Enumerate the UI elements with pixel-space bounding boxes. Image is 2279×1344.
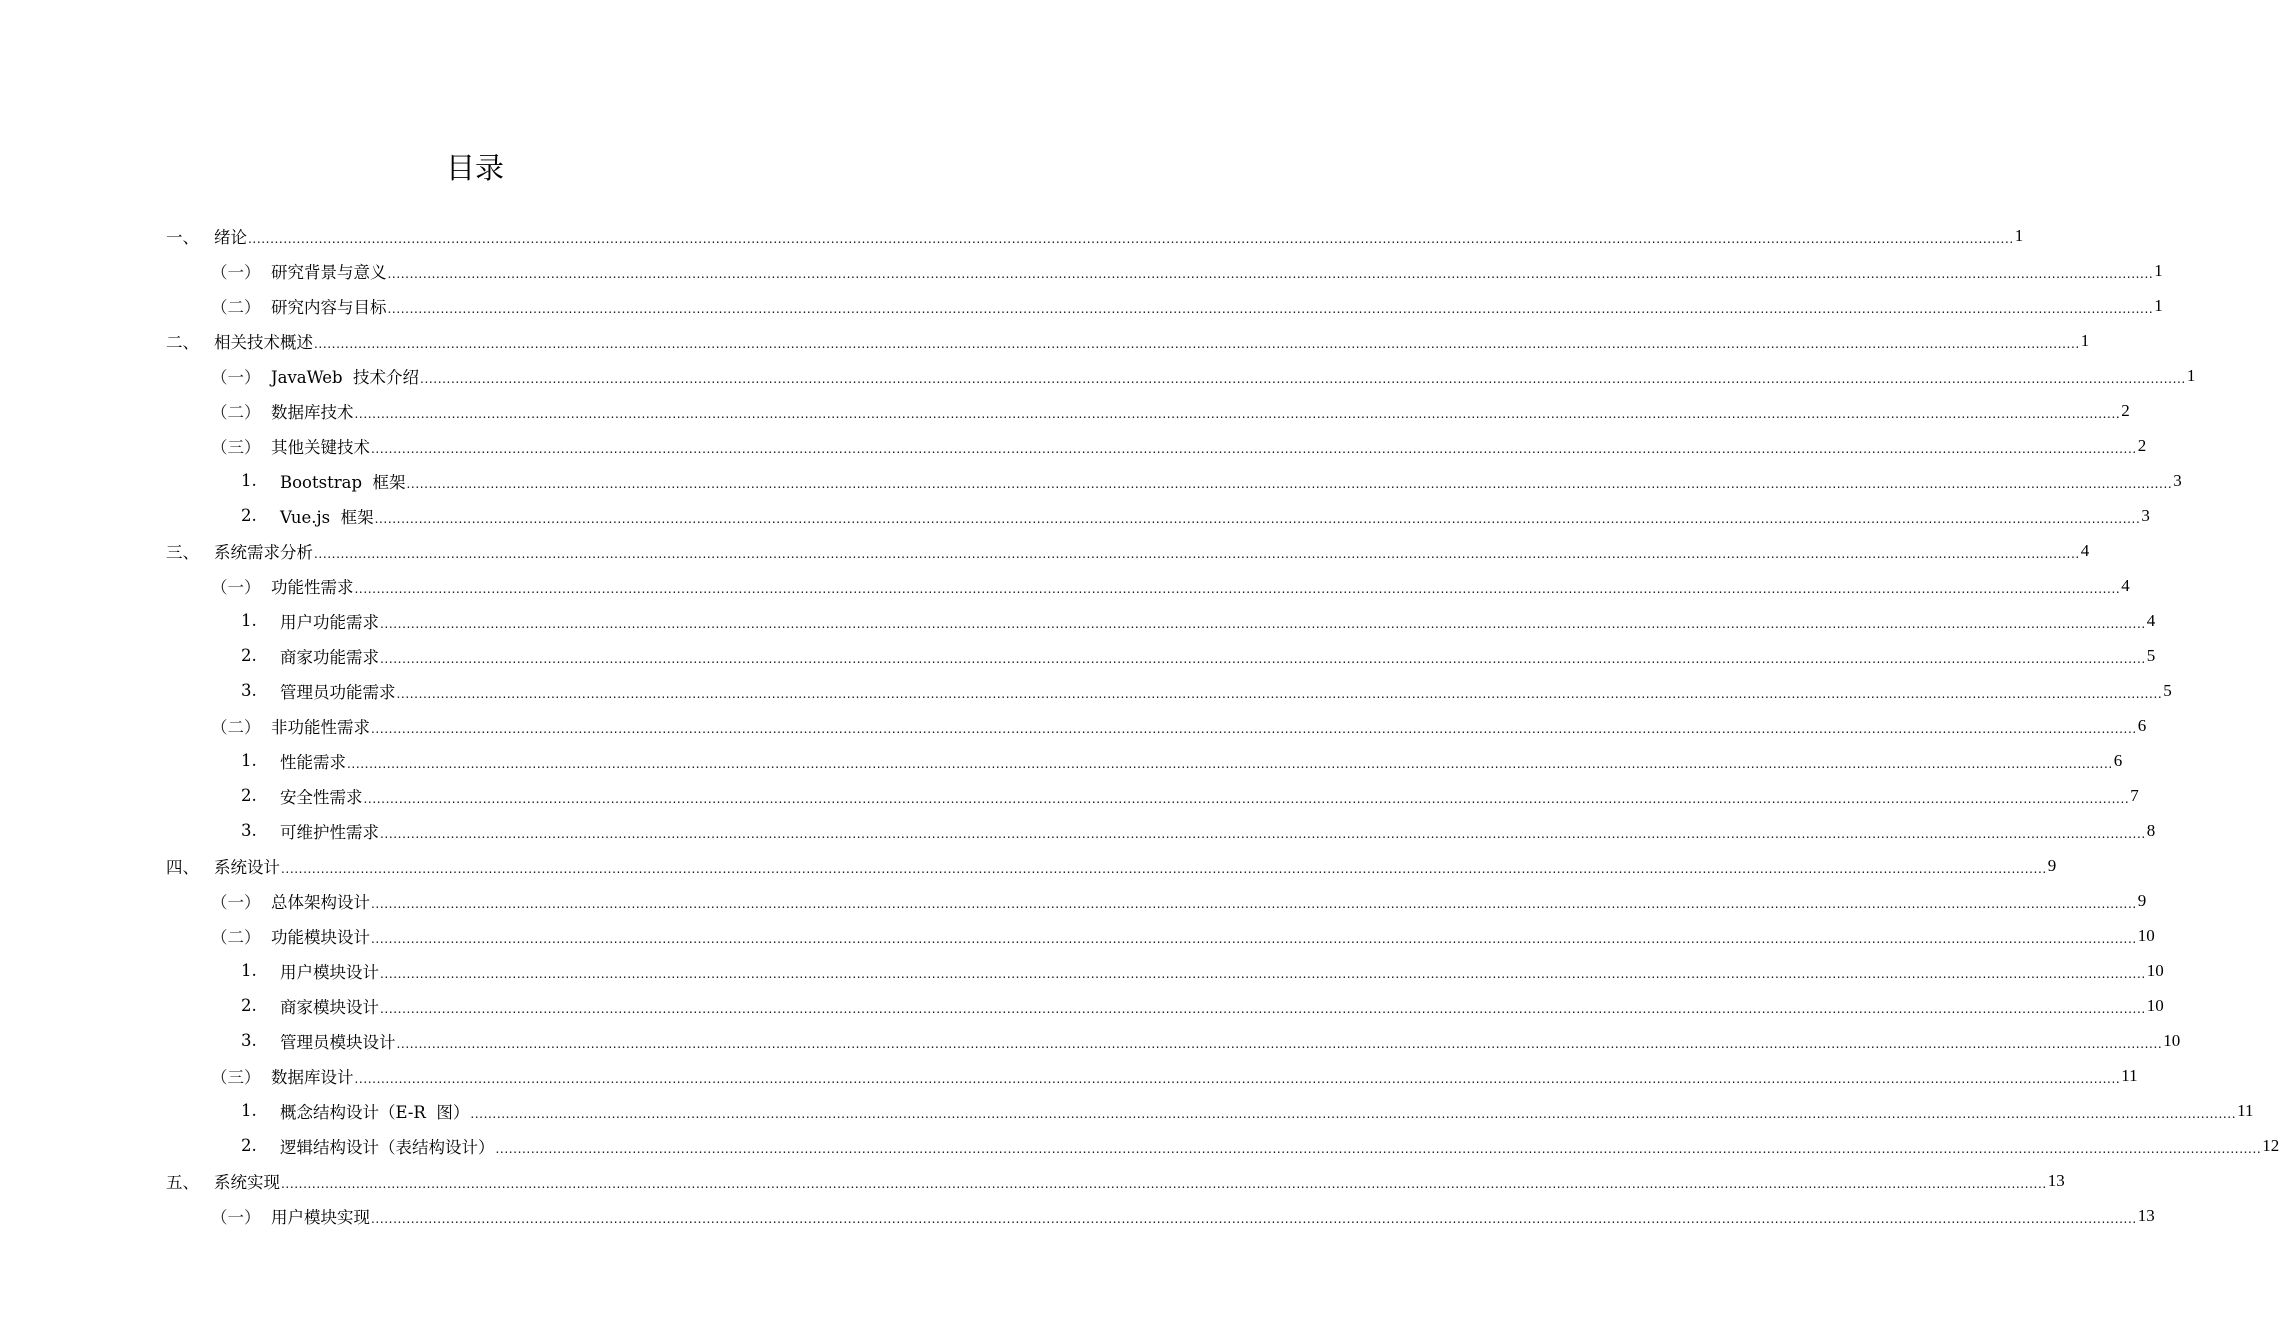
toc-entry-page-number: 10	[2146, 960, 2164, 980]
dot-leader: ................................................................................................................................................................................................................................................................................................................................................................................................................	[248, 232, 2014, 246]
toc-entry-page-number: 13	[2137, 1205, 2155, 1225]
toc-entry-page-number: 4	[2146, 610, 2156, 630]
dot-leader: ................................................................................................................................................................................................................................................................................................................................................................................................................	[371, 722, 2137, 736]
toc-entry[interactable]	[0, 1023, 2181, 1058]
toc-entry-page-number: 5	[2163, 680, 2172, 700]
toc-entry-title: Bootstrap 框架	[280, 472, 406, 492]
toc-entry[interactable]	[0, 1093, 2254, 1128]
toc-entry-number: 二、	[166, 332, 199, 352]
toc-entry-page-number: 2	[2121, 400, 2130, 420]
toc-entry-number: 2.	[241, 506, 257, 525]
toc-entry-number: 1.	[241, 961, 257, 980]
toc-entry[interactable]	[0, 953, 2164, 988]
toc-entry[interactable]	[0, 918, 2155, 953]
toc-entry-page-number: 7	[2130, 785, 2139, 805]
toc-entry-page-number: 1	[2014, 225, 2024, 245]
toc-entry[interactable]	[0, 1163, 2065, 1198]
dot-leader: ................................................................................................................................................................................................................................................................................................................................................................................................................	[380, 652, 2146, 666]
dot-leader: ................................................................................................................................................................................................................................................................................................................................................................................................................	[396, 687, 2163, 701]
toc-entry-number: （一）	[211, 1207, 261, 1227]
toc-entry[interactable]	[0, 463, 2182, 498]
dot-leader: ................................................................................................................................................................................................................................................................................................................................................................................................................	[380, 967, 2146, 981]
toc-entry[interactable]	[0, 778, 2139, 813]
toc-entry-title: 用户模块实现	[271, 1207, 370, 1227]
dot-leader: ................................................................................................................................................................................................................................................................................................................................................................................................................	[281, 1177, 2047, 1191]
toc-entry-number: 2.	[241, 996, 257, 1015]
dot-leader: ................................................................................................................................................................................................................................................................................................................................................................................................................	[314, 547, 2080, 561]
toc-entry[interactable]	[0, 1058, 2138, 1093]
toc-entry-title: 研究背景与意义	[271, 262, 387, 282]
toc-entry-title: 概念结构设计（E-R 图）	[280, 1102, 470, 1122]
toc-entry-number: （二）	[211, 297, 261, 317]
toc-entry-page-number: 11	[2121, 1065, 2138, 1085]
toc-entry[interactable]	[0, 673, 2172, 708]
toc-entry-page-number: 1	[2186, 365, 2196, 385]
toc-entry-title: 商家模块设计	[280, 997, 379, 1017]
toc-entry[interactable]	[0, 498, 2150, 533]
toc-entry-number: 1.	[241, 471, 257, 490]
dot-leader: ................................................................................................................................................................................................................................................................................................................................................................................................................	[374, 512, 2141, 526]
toc-entry[interactable]	[0, 1128, 2279, 1163]
toc-entry[interactable]	[0, 428, 2147, 463]
dot-leader: ................................................................................................................................................................................................................................................................................................................................................................................................................	[371, 442, 2137, 456]
toc-entry-title: 系统设计	[214, 857, 280, 877]
toc-entry-page-number: 6	[2113, 750, 2123, 770]
toc-entry-number: （一）	[211, 577, 261, 597]
toc-entry-page-number: 5	[2146, 645, 2156, 665]
toc-title: 目录	[445, 151, 504, 185]
toc-entry-number: 2.	[241, 1136, 257, 1155]
toc-entry-page-number: 1	[2080, 330, 2090, 350]
toc-entry-page-number: 10	[2163, 1030, 2181, 1050]
toc-entry-number: （三）	[211, 1067, 261, 1087]
toc-entry-page-number: 2	[2137, 435, 2147, 455]
toc-entry[interactable]	[0, 603, 2156, 638]
dot-leader: ................................................................................................................................................................................................................................................................................................................................................................................................................	[363, 792, 2130, 806]
toc-entry-title: 管理员模块设计	[280, 1032, 396, 1052]
toc-entry-title: 数据库设计	[271, 1067, 354, 1087]
toc-entry-title: 管理员功能需求	[280, 682, 396, 702]
toc-entry-number: （一）	[211, 262, 261, 282]
toc-entry-title: Vue.js 框架	[280, 507, 374, 527]
toc-entry-title: 系统需求分析	[214, 542, 313, 562]
toc-entry-number: 1.	[241, 1101, 257, 1120]
toc-entry-number: （二）	[211, 717, 261, 737]
dot-leader: ................................................................................................................................................................................................................................................................................................................................................................................................................	[495, 1142, 2262, 1156]
toc-entry-page-number: 12	[2262, 1135, 2279, 1155]
toc-entry-page-number: 1	[2154, 295, 2163, 315]
toc-entry[interactable]	[0, 813, 2156, 848]
dot-leader: ................................................................................................................................................................................................................................................................................................................................................................................................................	[371, 1212, 2137, 1226]
toc-entry-title: 相关技术概述	[214, 332, 313, 352]
toc-entry-page-number: 11	[2237, 1100, 2254, 1120]
toc-entry[interactable]	[0, 883, 2147, 918]
dot-leader: ................................................................................................................................................................................................................................................................................................................................................................................................................	[347, 757, 2113, 771]
toc-entry[interactable]	[0, 253, 2163, 288]
dot-leader: ................................................................................................................................................................................................................................................................................................................................................................................................................	[354, 407, 2121, 421]
toc-entry-title: 数据库技术	[271, 402, 354, 422]
toc-entry-title: 功能模块设计	[271, 927, 370, 947]
toc-entry-title: 性能需求	[280, 752, 346, 772]
dot-leader: ................................................................................................................................................................................................................................................................................................................................................................................................................	[387, 267, 2154, 281]
dot-leader: ................................................................................................................................................................................................................................................................................................................................................................................................................	[380, 1002, 2146, 1016]
toc-entry-page-number: 10	[2146, 995, 2164, 1015]
toc-entry-page-number: 10	[2137, 925, 2155, 945]
toc-entry-page-number: 6	[2137, 715, 2147, 735]
dot-leader: ................................................................................................................................................................................................................................................................................................................................................................................................................	[314, 337, 2080, 351]
toc-entry-number: 四、	[166, 857, 199, 877]
toc-entry-page-number: 13	[2047, 1170, 2065, 1190]
toc-entry-title: 功能性需求	[271, 577, 354, 597]
toc-entry-number: 一、	[166, 227, 199, 247]
dot-leader: ................................................................................................................................................................................................................................................................................................................................................................................................................	[380, 827, 2146, 841]
toc-entry-number: （二）	[211, 402, 261, 422]
toc-entry-number: （三）	[211, 437, 261, 457]
toc-entry[interactable]	[0, 638, 2156, 673]
dot-leader: ................................................................................................................................................................................................................................................................................................................................................................................................................	[354, 582, 2121, 596]
toc-entry-number: 2.	[241, 646, 257, 665]
dot-leader: ................................................................................................................................................................................................................................................................................................................................................................................................................	[371, 932, 2137, 946]
dot-leader: ................................................................................................................................................................................................................................................................................................................................................................................................................	[281, 862, 2047, 876]
toc-entry-number: 2.	[241, 786, 257, 805]
toc-entry-number: 3.	[241, 821, 257, 840]
dot-leader: ................................................................................................................................................................................................................................................................................................................................................................................................................	[406, 477, 2173, 491]
toc-entry-number: 1.	[241, 751, 257, 770]
toc-entry-number: 三、	[166, 542, 199, 562]
dot-leader: ................................................................................................................................................................................................................................................................................................................................................................................................................	[380, 617, 2146, 631]
dot-leader: ................................................................................................................................................................................................................................................................................................................................................................................................................	[470, 1107, 2237, 1121]
toc-entry[interactable]	[0, 533, 2090, 568]
toc-entry[interactable]	[0, 288, 2163, 323]
toc-entry-title: 用户模块设计	[280, 962, 379, 982]
toc-entry[interactable]	[0, 848, 2057, 883]
toc-entry-page-number: 9	[2047, 855, 2057, 875]
toc-entry-title: 商家功能需求	[280, 647, 379, 667]
toc-entry-title: 可维护性需求	[280, 822, 379, 842]
toc-entry-page-number: 4	[2080, 540, 2090, 560]
toc-entry-title: JavaWeb 技术介绍	[271, 367, 420, 387]
toc-entry-page-number: 3	[2173, 470, 2182, 490]
toc-entry[interactable]	[0, 988, 2164, 1023]
toc-entry-page-number: 1	[2154, 260, 2163, 280]
toc-entry[interactable]	[0, 358, 2196, 393]
toc-entry-title: 总体架构设计	[271, 892, 370, 912]
toc-entry-title: 绪论	[214, 227, 247, 247]
toc-entry-number: （一）	[211, 367, 261, 387]
toc-entry-number: （一）	[211, 892, 261, 912]
toc-entry[interactable]	[0, 218, 2024, 253]
toc-entry-page-number: 8	[2146, 820, 2156, 840]
toc-entry-number: （二）	[211, 927, 261, 947]
toc-entry-title: 非功能性需求	[271, 717, 370, 737]
toc-entry-number: 五、	[166, 1172, 199, 1192]
toc-entry[interactable]	[0, 708, 2147, 743]
toc-entry[interactable]	[0, 568, 2130, 603]
toc-entry-number: 1.	[241, 611, 257, 630]
dot-leader: ................................................................................................................................................................................................................................................................................................................................................................................................................	[387, 302, 2154, 316]
toc-entry-page-number: 9	[2137, 890, 2147, 910]
toc-entry[interactable]	[0, 1198, 2155, 1233]
toc-entry-number: 3.	[241, 681, 257, 700]
dot-leader: ................................................................................................................................................................................................................................................................................................................................................................................................................	[371, 897, 2137, 911]
dot-leader: ................................................................................................................................................................................................................................................................................................................................................................................................................	[420, 372, 2186, 386]
toc-entry-page-number: 4	[2121, 575, 2130, 595]
toc-entry-title: 研究内容与目标	[271, 297, 387, 317]
toc-entry-title: 逻辑结构设计（表结构设计）	[280, 1137, 495, 1157]
toc-entry-title: 系统实现	[214, 1172, 280, 1192]
toc-entry-page-number: 3	[2141, 505, 2150, 525]
toc-entry-title: 其他关键技术	[271, 437, 370, 457]
dot-leader: ................................................................................................................................................................................................................................................................................................................................................................................................................	[354, 1072, 2121, 1086]
table-of-contents	[0, 218, 2279, 1233]
toc-entry-title: 用户功能需求	[280, 612, 379, 632]
toc-entry[interactable]	[0, 743, 2123, 778]
toc-entry-title: 安全性需求	[280, 787, 363, 807]
toc-entry[interactable]	[0, 323, 2090, 358]
toc-entry-number: 3.	[241, 1031, 257, 1050]
toc-entry[interactable]	[0, 393, 2130, 428]
dot-leader: ................................................................................................................................................................................................................................................................................................................................................................................................................	[396, 1037, 2163, 1051]
